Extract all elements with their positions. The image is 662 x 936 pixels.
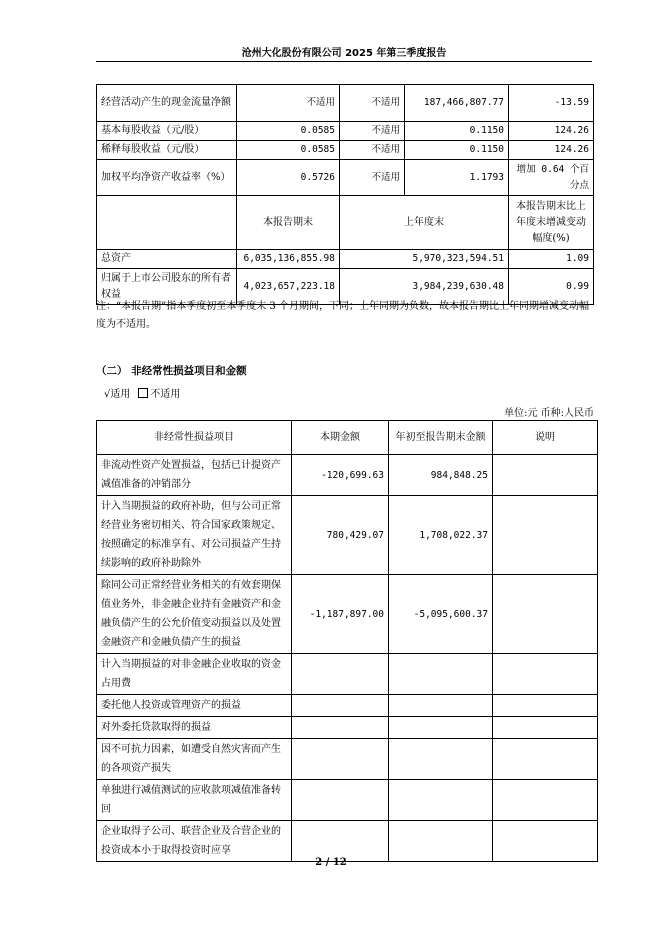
row-label: 经营活动产生的现金流量净额 [97, 85, 237, 122]
table-row [97, 455, 598, 496]
cell-value: 不适用 [340, 85, 405, 122]
row-label: 总资产 [97, 250, 237, 269]
financial-indicators-table [96, 84, 594, 305]
applicable-checked-option: √适用 [104, 389, 131, 400]
item-note [493, 739, 598, 780]
table-header-row [97, 421, 598, 455]
table-row [97, 85, 594, 122]
cell-value: 0.99 [509, 269, 594, 305]
column-header: 年初至报告期末金额 [389, 421, 493, 455]
item-label: 因不可抗力因素，如遭受自然灾害而产生的各项资产损失 [97, 739, 292, 780]
item-note [493, 695, 598, 717]
cell-value: 4,023,657,223.18 [237, 269, 340, 305]
page-header: 沧州大化股份有限公司 2025 年第三季度报告 [241, 48, 447, 59]
empty-cell [97, 196, 237, 250]
ytd-amount [389, 695, 493, 717]
cell-value: 187,466,807.77 [405, 85, 509, 122]
not-applicable-option: 不适用 [150, 389, 181, 400]
table-row [97, 739, 598, 780]
cell-value: 1.09 [509, 250, 594, 269]
current-amount [292, 654, 389, 695]
cell-value: 5,970,323,594.51 [340, 250, 509, 269]
table-row [97, 821, 598, 862]
cell-value: 不适用 [340, 160, 405, 196]
row-label: 基本每股收益（元/股） [97, 122, 237, 141]
table-row [97, 250, 594, 269]
ytd-amount: -5,095,600.37 [389, 575, 493, 654]
cell-value: 6,035,136,855.98 [237, 250, 340, 269]
ytd-amount [389, 739, 493, 780]
cell-value: 3,984,239,630.48 [340, 269, 509, 305]
applicability-options [104, 385, 180, 400]
row-label: 稀释每股收益（元/股） [97, 141, 237, 160]
table-row [97, 141, 594, 160]
cell-value: 124.26 [509, 141, 594, 160]
cell-value: 0.0585 [237, 122, 340, 141]
cell-value: 1.1793 [405, 160, 509, 196]
ytd-amount: 984,848.25 [389, 455, 493, 496]
table-row [97, 780, 598, 821]
cell-value: 增加 0.64 个百分点 [509, 160, 594, 196]
ytd-amount: 1,708,022.37 [389, 496, 493, 575]
item-label: 非流动性资产处置损益，包括已计提资产减值准备的冲销部分 [97, 455, 292, 496]
column-header: 上年度末 [340, 196, 509, 250]
cell-value: -13.59 [509, 85, 594, 122]
item-label: 除同公司正常经营业务相关的有效套期保值业务外，非金融企业持有金融资产和金融负债产生的公允价值变动损益以及处置金融资产和金融负债产生的损益 [97, 575, 292, 654]
table-row [97, 717, 598, 739]
row-label: 归属于上市公司股东的所有者权益 [97, 269, 237, 305]
current-amount: -120,699.63 [292, 455, 389, 496]
table-row [97, 122, 594, 141]
cell-value: 不适用 [237, 85, 340, 122]
current-amount [292, 717, 389, 739]
column-header: 本报告期末 [237, 196, 340, 250]
item-label: 企业取得子公司、联营企业及合营企业的投资成本小于取得投资时应享 [97, 821, 292, 862]
non-recurring-items-table [96, 420, 598, 862]
current-amount [292, 780, 389, 821]
table-subheader-row [97, 196, 594, 250]
table-row [97, 496, 598, 575]
item-label: 计入当期损益的政府补助，但与公司正常经营业务密切相关、符合国家政策规定、按照确定的标准享有、对公司损益产生持续影响的政府补助除外 [97, 496, 292, 575]
page-number: 2 / 12 [315, 857, 347, 868]
table-row [97, 654, 598, 695]
item-note [493, 455, 598, 496]
cell-value: 0.1150 [405, 122, 509, 141]
current-amount [292, 695, 389, 717]
cell-value: 124.26 [509, 122, 594, 141]
current-amount [292, 739, 389, 780]
cell-value: 0.1150 [405, 141, 509, 160]
unit-currency-label: 单位:元 币种:人民币 [504, 408, 594, 419]
cell-value: 0.5726 [237, 160, 340, 196]
ytd-amount [389, 821, 493, 862]
item-note [493, 654, 598, 695]
item-note [493, 575, 598, 654]
section-title: （二） 非经常性损益项目和金额 [96, 365, 247, 377]
column-header: 非经常性损益项目 [97, 421, 292, 455]
item-label: 计入当期损益的对非金融企业收取的资金占用费 [97, 654, 292, 695]
item-label: 委托他人投资或管理资产的损益 [97, 695, 292, 717]
column-header: 说明 [493, 421, 598, 455]
item-label: 对外委托贷款取得的损益 [97, 717, 292, 739]
ytd-amount [389, 654, 493, 695]
column-header: 本报告期末比上年度末增减变动幅度(%) [509, 196, 594, 250]
ytd-amount [389, 780, 493, 821]
empty-checkbox-icon [138, 388, 148, 398]
current-amount: 780,429.07 [292, 496, 389, 575]
item-label: 单独进行减值测试的应收款项减值准备转回 [97, 780, 292, 821]
current-amount [292, 821, 389, 862]
column-header: 本期金额 [292, 421, 389, 455]
cell-value: 不适用 [340, 141, 405, 160]
item-note [493, 717, 598, 739]
header-divider [96, 61, 592, 62]
ytd-amount [389, 717, 493, 739]
item-note [493, 496, 598, 575]
item-note [493, 780, 598, 821]
current-amount: -1,187,897.00 [292, 575, 389, 654]
table-row [97, 160, 594, 196]
item-note [493, 821, 598, 862]
table-row [97, 695, 598, 717]
row-label: 加权平均净资产收益率（%） [97, 160, 237, 196]
table-row [97, 575, 598, 654]
cell-value: 0.0585 [237, 141, 340, 160]
cell-value: 不适用 [340, 122, 405, 141]
table-note: 注：“本报告期”指本季度初至本季度末 3 个月期间，下同；上年同期为负数，故本报告期比上年同期增减变动幅度为不适用。 [96, 301, 589, 330]
